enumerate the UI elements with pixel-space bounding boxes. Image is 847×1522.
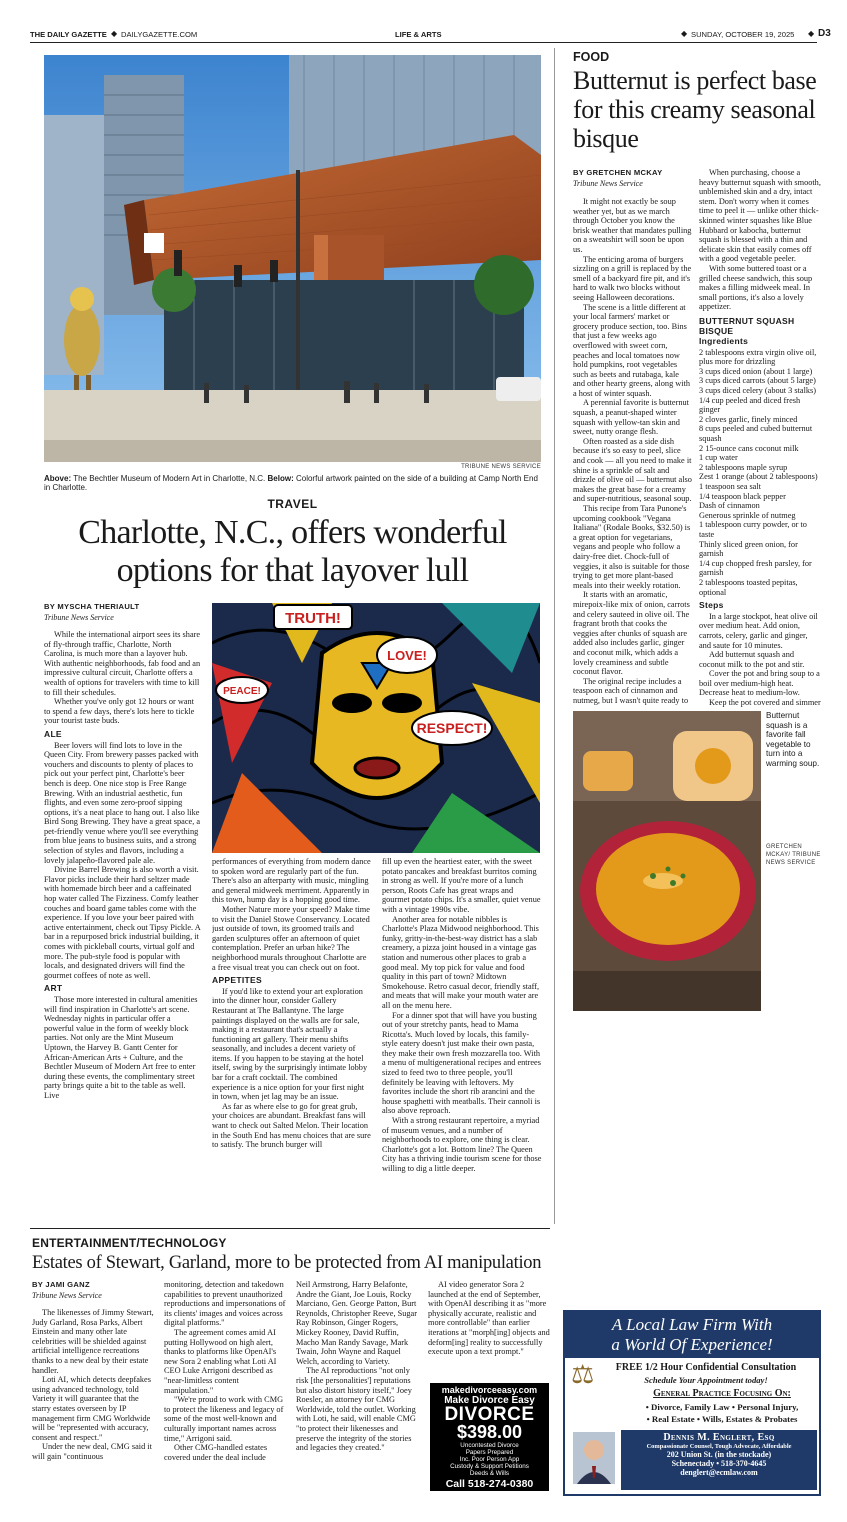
ingredient: 3 cups diced celery (about 3 stalks) [699,386,817,396]
date: SUNDAY, OCTOBER 19, 2025 [691,30,795,39]
paragraph: The agreement comes amid AI putting Hollywood on high alert, thanks to platforms like OpenAI's new Sora 2 enabling what Loti AI CEO Luke Arrigoni described as "near-limitless content manipulation." [164,1327,277,1395]
soup-illustration [573,711,761,1011]
paragraph: With a strong restaurant repertoire, a myriad of museum venues, and a number of neighborhoods to explore, one thing is clear. Charlotte's got a lot. Bottom line? The Queen City has a thriving indie tourism scene for those willing to dig a little deeper. [382,1116,542,1173]
mural-word: RESPECT! [416,720,488,736]
ingredient: 2 tablespoons toasted pepitas, optional [699,577,798,597]
paragraph: The AI reproductions "not only risk [the personalities'] reputations but also distort history itself," Joey Roesler, an attorney for CMG Worldwide, told the outlet. Working with Loti, he said, will enable CMG "to protect their likenesses and preserve the integrity of the stories and legacies they created." [296,1366,416,1453]
food-byline: BY GRETCHEN MCKAY [573,168,663,177]
food-column-2 [699,168,821,708]
diamond-icon: ◆ [681,29,688,38]
divorce-ad-item: Deeds & Wills [469,1470,510,1477]
photo-credit: TRIBUNE NEWS SERVICE [461,464,541,470]
caption-below: Colorful artwork painted on the side of a building at Camp North End in Charlotte. [44,474,538,493]
paragraph: fill up even the heartiest eater, with the sweet potato pancakes and breakfast burritos coming in strong as well. If you're more of a lunch person, Roots Cafe has great wraps and gourmet potato chips. It's a smaller, quiet venue with a vintage 1990s vibe. [382,857,541,914]
travel-byline: BY MYSCHA THERIAULT [44,602,140,611]
divorce-ad-item: Uncontested Divorce [460,1442,519,1449]
paragraph: A perennial favorite is butternut squash, a peanut-shaped winter squash with yellow-tan skin and sweet, nutty orange flesh. [573,398,689,437]
mural-word: TRUTH! [285,610,341,627]
subhead-art: ART [44,983,63,994]
ingredient: 1 teaspoon sea salt [699,482,761,491]
paragraph: Another area for notable nibbles is Charlotte's Plaza Midwood neighborhood. This funky, gritty-in-the-best-way district has a slab creamery, a pizza joint housed in a vintage gas station and numerous other places to grab a good meal. My top pick for value and food quality in this part of town? Midtown Smokehouse. Retro casual decor, friendly staff, and meats that will make your mouth water are all on the menu here. [382,914,540,1010]
paragraph: The enticing aroma of burgers sizzling on a grill is replaced by the smell of a backyard fire pit, and it's hard to walk two blocks without seeing Halloween decorations. [573,254,692,302]
step: In a large stockpot, heat olive oil over medium heat. Add onion, carrots, celery, garlic and ginger, and saute for 10 minutes. [699,611,818,650]
column-rule [554,48,555,1224]
paragraph: performances of everything from modern dance to spoken word are regularly part of the fun. There's also an afterparty with music, mingling and general midweek merriment. Apparently in this town, hump day is a hopping good time. [212,857,371,905]
paragraph: If you'd like to extend your art exploration into the dinner hour, consider Gallery Restaurant at The Ballantyne. The large paintings displayed on the walls are for sale, making it a restaurant that's actually a functioning art gallery. Their menu shifts seasonally, and includes a decent variety of items. If you happen to be staying at the hotel itself, swing by the surprisingly intimate lobby bar for a craft cocktail. The combined experience is a nice option for your first night in town, when jet lag may be an issue. [212,986,368,1102]
law-ad-contact [621,1430,817,1490]
attorney-avatar [573,1432,615,1484]
ent-top-rule [30,1228,550,1229]
step: Keep the pot covered and simmer [709,698,821,708]
paragraph: This recipe from Tara Punone's upcoming cookbook "Vegana Italiana" (Rodale Books, $32.50) is a great option for vegetarians, vegans and people who follow a dairy-free diet. Chock-full of veggies, it also is suitable for those trying to get more plant-based meals into their weekly rotation. [573,504,691,590]
site-url[interactable]: DAILYGAZETTE.COM [121,30,198,39]
caption-above-label: Above: [44,474,72,483]
law-ad-title-1: A Local Law Firm With [611,1315,773,1334]
travel-kicker: TRAVEL [267,497,318,511]
caption-above: The Bechtler Museum of Modern Art in Charlotte, N.C. [71,474,268,483]
law-ad-free: FREE 1/2 Hour Confidential Consultation [615,1362,797,1373]
ent-column-4 [428,1280,550,1378]
attorney-tagline: Compassionate Counsel, Tough Advocate, Affordable [646,1443,792,1450]
paragraph: Neil Armstrong, Harry Belafonte, Andre the Giant, Joe Louis, Rocky Marciano, Gen. George Patton, Burt Reynolds, Christopher Reeve, Sugar Ray Robinson, Ginger Rogers, Mickey Rooney, David Ruffin, Macho Man Randy Savage, Mark Twain, John Wayne and Raquel Welch, according to Variety. [296,1280,417,1366]
mural-word: PEACE! [223,686,261,697]
attorney-name: Dennis M. Englert, Esq [663,1432,775,1443]
paragraph: As far as where else to go for great grub, your choices are abundant. Breakfast fans will want to check out Salted Melon. Their location in the South End has menu choices that are sure to satisfy. The brunch burger will [212,1101,371,1150]
paper-name: THE DAILY GAZETTE [30,30,107,39]
paragraph: It might not exactly be soup weather yet, but as we march through October you know the brisk weather that mandates pulling on a sweatshirt will soon be upon us. [573,197,692,254]
photo-caption [44,474,541,493]
divorce-ad[interactable] [430,1383,549,1491]
law-ad-title-2: a World Of Experience! [611,1335,773,1354]
divorce-ad-item: Custody & Support Petitions [450,1463,529,1470]
travel-column-1 [44,630,202,1220]
divorce-ad-url[interactable]: makedivorceeasy.com [441,1385,538,1395]
paragraph: AI video generator Sora 2 launched at the end of September, with OpenAI describing it as "more physically accurate, realistic and more controllable" than earlier iterations at "morph[ing] objects and deform[ing] reality to successfully execute upon a text prompt." [428,1280,550,1357]
ingredient: 2 tablespoons maple syrup [699,462,788,472]
law-firm-ad[interactable] [563,1310,821,1496]
law-ad-practice: General Practice Focusing On: [653,1388,791,1399]
paragraph: Other CMG-handled estates covered under the deal include [164,1443,268,1462]
diamond-icon: ◆ [808,29,815,38]
ingredient: Dash of cinnamon [699,501,760,511]
paragraph: Whether you've only got 12 hours or want to spend a few days, there's lots here to tickle your tourist taste buds. [44,697,195,726]
paragraph: Beer lovers will find lots to love in the Queen City. From brewery passes packed with vouchers and discounts to plenty of places to pick out your perfect pint, Charlotte's beer bench is deep. One nice stop is Free Range Brewing. With an industrial aesthetic, fun flights, and even some zero-proof sipping options, it's a neat place to hang out. I also like Bird Song Brewing. They have a great space, a pet-friendly venue where you'll see everything from blue jeans to business suits, and a strong selection of styles and flavors, including a lovely jalapeño-flavored pale ale. [44,740,201,865]
paragraph: Those more interested in cultural amenities will find inspiration in Charlotte's art scene. Wednesday nights in particular offer a powerful value in the form of weekly block parties. Not only are the Mint Museum Uptown, the Harvey B. Gantt Center for African-American Arts + Culture, and the Bechtler Museum of Modern Art free to enter during these events, the complimentary street party brings quite a bit to the table as well. Live [44,994,198,1100]
paragraph: Often roasted as a side dish because it's so easy to peel, slice and cook — all you need to make it shine is a sprinkle of salt and drizzle of olive oil — butternut also makes the great base for a creamy and super-nutritious, seasonal soup. [573,436,692,504]
museum-photo [44,55,541,462]
soup-caption: Butternut squash is a favorite fall vegetable to turn into a warming soup. [766,711,820,768]
ent-column-3 [296,1280,420,1492]
paragraph: The original recipe includes a teaspoon each of cinnamon and nutmeg, but I wasn't quite ready to [573,676,689,705]
travel-agency: Tribune News Service [44,613,114,622]
food-agency: Tribune News Service [573,179,643,188]
masthead-rule [30,42,817,43]
paragraph: It starts with an aromatic, mirepoix-like mix of onion, carrots and celery sauteed in olive oil. The fragrant broth that cooks the veggies after chunks of squash are added also includes garlic, ginger and coconut milk, which adds a lovely creaminess and subtle coconut flavor. [573,590,690,677]
ent-byline: BY JAMI GANZ [32,1280,90,1289]
masthead [30,28,831,42]
ingredient: 2 cloves garlic, finely minced [699,414,798,424]
ingredient: 1 cup water [699,453,738,463]
food-headline: Butternut is perfect base for this creamy seasonal bisque [573,66,817,153]
paragraph: The scene is a little different at your local farmers' market or grocery produce section, too. Bins that just a few weeks ago overflowed with sweet corn, peaches and local tomatoes now hold pumpkins, root vegetables such as beets and rutabaga, kale and other hearty greens, along with a host of winter squash. [573,302,691,398]
divorce-ad-item: Papers Prepared [465,1449,514,1456]
divorce-ad-price: $398.00 [456,1422,523,1442]
museum-illustration [44,55,541,462]
ingredient: Thinly sliced green onion, for garnish [699,539,798,559]
ingredient: 3 cups diced onion (about 1 large) [699,366,813,376]
attorney-address: 202 Union St. (in the stockade) [666,1450,772,1459]
ingredient: 1 tablespoon curry powder, or to taste [699,520,807,539]
ent-column-1 [32,1308,156,1492]
soup-photo [573,711,761,1011]
divorce-ad-items [430,1442,549,1477]
step: Add butternut squash and coconut milk to the pot and stir. [699,650,805,669]
paragraph: Mother Nature more your speed? Make time to visit the Daniel Stowe Conservancy. Located just outside of town, its groomed trails and garden sculptures offer an afternoon of quiet contemplation. Prefer an urban hike? The neighborhood murals throughout Charlotte are a free visual treat you can check out on foot. [212,904,370,972]
separator-icon: ◆ [111,29,118,38]
divorce-ad-item: Inc. Poor Person App [459,1456,520,1463]
paragraph: With some buttered toast or a grilled cheese sandwich, this soup makes a filling midweek meal. In small portions, it's also a lovely appetizer. [699,263,813,312]
ingredient: 1/4 teaspoon black pepper [699,491,786,501]
ent-column-2 [164,1280,288,1492]
food-column-1 [573,197,693,705]
section-name: LIFE & ARTS [395,30,442,39]
ingredient: 3 cups diced carrots (about 5 large) [699,376,816,386]
food-kicker: FOOD [573,50,610,64]
divorce-ad-tag: Make Divorce Easy [444,1395,535,1406]
paragraph: For a dinner spot that will have you busting out of your stretchy pants, head to Mama Ricotta's. Much loved by locals, this family-style eatery doesn't just make their own pasta, they make their own fresh mozzarella too. With a menu of multigenerational recipes and entrees sized to feed two to three people, you'll definitely be leaving with leftovers. My favorites include the short rib arancini and the house spaghetti with meatballs. Their cannoli is also above reproach. [382,1010,541,1116]
mural-word: LOVE! [387,648,427,663]
page-number: D3 [818,28,831,39]
ingredient: Generous sprinkle of nutmeg [699,510,796,520]
paragraph: Under the new deal, CMG said it will gain "continuous [32,1442,152,1461]
law-ad-areas-2: • Real Estate • Wills, Estates & Probates [646,1414,798,1424]
attorney-email[interactable]: denglert@ecmlaw.com [680,1468,758,1477]
mural-illustration [212,603,540,853]
ent-agency: Tribune News Service [32,1291,102,1300]
ingredients-label: Ingredients [699,336,749,347]
ingredient: 2 tablespoons extra virgin olive oil, plus more for drizzling [699,347,817,367]
paragraph: "We're proud to work with CMG to protect the likeness and legacy of some of the most well-known and culturally important names across time," Arrigoni said. [164,1395,284,1443]
paragraph: Loti AI, which detects deepfakes using advanced technology, told Variety it will guarantee that the starry estates overseen by IP management firm CMG Worldwide will be "represented with accuracy, consent and respect." [32,1375,151,1442]
soup-photo-credit: GRETCHEN MCKAY/ TRIBUNE NEWS SERVICE [766,844,821,866]
travel-column-2 [212,857,372,1222]
ingredient: Zest 1 orange (about 2 tablespoons) [699,472,818,482]
ent-kicker: ENTERTAINMENT/TECHNOLOGY [32,1236,227,1250]
paragraph: The likenesses of Jimmy Stewart, Judy Garland, Rosa Parks, Albert Einstein and many other late celebrities will be shielded against artificial intelligence recreations thanks to a new deal by their estate handler. [32,1308,154,1375]
mural-photo [212,603,540,853]
paragraph: While the international airport sees its share of fly-through traffic, Charlotte, North Carolina, is much more than a layover hub. With authentic neighborhoods, fab food and an impressive cultural circuit, Charlotte offers a wealth of options for travelers with time to kill to fill their schedules. [44,630,201,697]
subhead-appetites: APPETITES [212,975,262,986]
subhead-ale: ALE [44,728,62,739]
ingredient: 1/4 cup chopped fresh parsley, for garnish [699,558,812,578]
ingredient-list [699,348,821,597]
paragraph: monitoring, detection and takedown capabilities to prevent unauthorized reproductions and impersonations of its clients' images and voices across digital platforms." [164,1280,286,1328]
steps-label: Steps [699,600,724,611]
attorney-city[interactable]: Schenectady • 518-370-4645 [671,1459,767,1468]
travel-column-3 [382,857,542,1222]
ingredient: 2 15-ounce cans coconut milk [699,443,799,453]
law-ad-schedule: Schedule Your Appointment today! [644,1375,768,1385]
law-ad-areas-1: • Divorce, Family Law • Personal Injury, [645,1402,799,1412]
paragraph: When purchasing, choose a heavy butternut squash with smooth, unblemished skin and a dry, intact stem. Don't worry when it comes time to peel it — unlike other thick-skinned winter squashes like Blue Hubbard or kabocha, butternut squash is blessed with a thin and delicate skin that easily comes off with a good vegetable peeler. [699,168,821,264]
step: Cover the pot and bring soup to a boil over medium-high heat. Decrease heat to medium-low. [699,669,820,698]
recipe-title: BUTTERNUT SQUASH BISQUE [699,315,795,336]
travel-headline: Charlotte, N.C., offers wonderful options for that layover lull [78,514,507,589]
attorney-portrait [573,1432,615,1484]
divorce-ad-word: DIVORCE [444,1404,535,1425]
ent-headline: Estates of Stewart, Garland, more to be protected from AI manipulation [32,1253,542,1273]
ingredient: 8 cups peeled and cubed butternut squash [699,424,813,444]
ingredient: 1/4 cup peeled and diced fresh ginger [699,395,801,415]
divorce-ad-call[interactable]: Call 518-274-0380 [445,1478,534,1490]
scales-icon: ⚖ [571,1360,595,1389]
caption-below-label: Below: [267,474,294,483]
paragraph: Divine Barrel Brewing is also worth a visit. Flavor picks include their hard seltzer made with homemade birch beer and a caffeinated hop water called The Fizziness. Comfy leather couches and board game tables come with the experience. If you love your beer paired with active entertainment, check out Tipsy Pickle. A bar in a repurposed brick industrial building, it comes with pickleball courts, virtual golf and more. The pub-style food is popular with locals, and designated drivers will find the gourmet coffees of note as well. [44,865,201,980]
